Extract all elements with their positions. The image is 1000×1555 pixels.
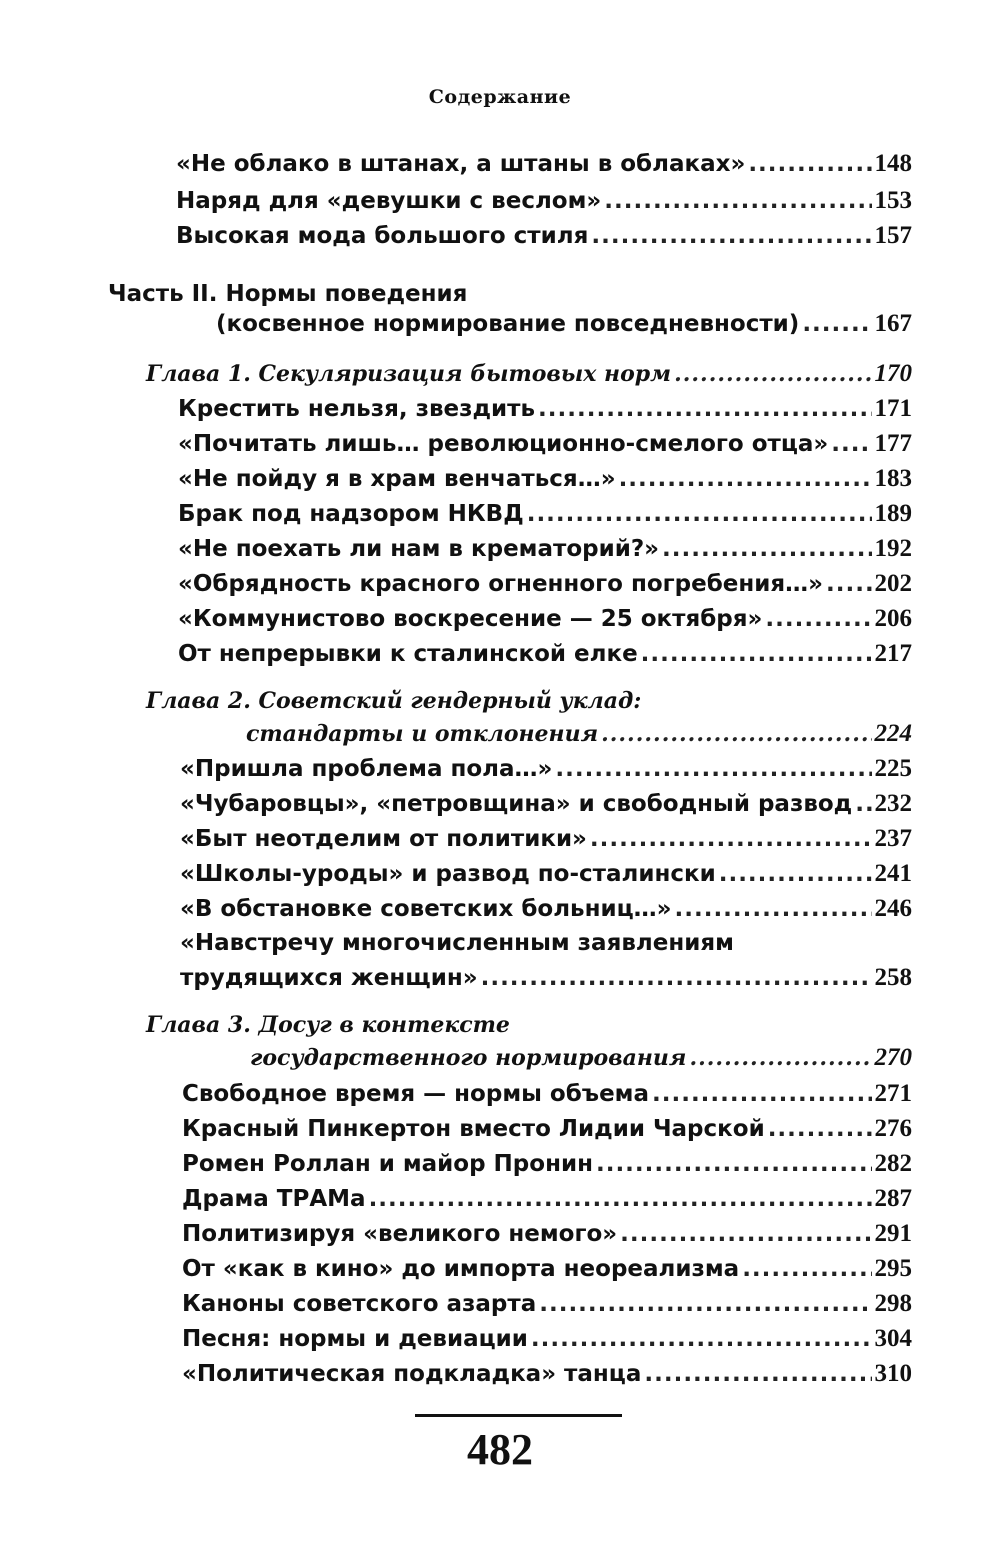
entry-title: стандарты и отклонения: [246, 721, 599, 747]
toc-entry[interactable]: [182, 1150, 912, 1184]
entry-page: 171: [874, 395, 912, 422]
toc-entry[interactable]: [178, 395, 912, 429]
leader-dots: [652, 1081, 872, 1107]
entry-page: 270: [874, 1044, 912, 1071]
toc-entry[interactable]: [176, 150, 912, 184]
leader-dots: [662, 536, 871, 562]
toc-entry[interactable]: [178, 640, 912, 674]
toc-entry[interactable]: [180, 755, 912, 789]
leader-dots: [591, 223, 871, 249]
entry-page: 153: [874, 187, 912, 214]
entry-title: Каноны советского азарта: [182, 1291, 537, 1317]
toc-entry[interactable]: [180, 895, 912, 929]
entry-title: государственного нормирования: [250, 1045, 687, 1071]
entry-title: «Не пойду я в храм венчаться…»: [178, 466, 616, 492]
page-number: 482: [467, 1425, 533, 1474]
toc-entry[interactable]: [182, 1325, 912, 1359]
toc-entry[interactable]: [216, 310, 912, 344]
entry-page: 237: [874, 825, 912, 852]
entry-page: 183: [874, 465, 912, 492]
entry-page: 304: [874, 1325, 912, 1352]
entry-page: 241: [874, 860, 912, 887]
entry-title: «Политическая подкладка» танца: [182, 1361, 642, 1387]
leader-dots: [590, 826, 872, 852]
entry-title: «Почитать лишь… революционно-смелого отца»: [178, 431, 829, 457]
chapter-heading: Глава 3. Досуг в контексте: [146, 1012, 510, 1038]
leader-dots: [596, 1151, 872, 1177]
entry-page: 232: [874, 790, 912, 817]
entry-title: «В обстановке советских больниц…»: [180, 896, 672, 922]
leader-dots: [689, 1045, 871, 1071]
toc-entry[interactable]: [176, 222, 912, 256]
entry-page: 202: [874, 570, 912, 597]
toc-entry[interactable]: [180, 964, 912, 998]
entry-page: 192: [874, 535, 912, 562]
entry-title: От непрерывки к сталинской елке: [178, 641, 638, 667]
running-header: Содержание: [428, 86, 572, 108]
leader-dots: [674, 361, 871, 387]
toc-entry-line: «Навстречу многочисленным заявлениям: [180, 930, 734, 956]
entry-title: Глава 1. Секуляризация бытовых норм: [146, 361, 672, 387]
entry-title: Свободное время — нормы объема: [182, 1081, 649, 1107]
leader-dots: [531, 1326, 872, 1352]
entry-page: 246: [874, 895, 912, 922]
chapter-entry[interactable]: [146, 360, 912, 394]
entry-title: От «как в кино» до импорта неореализма: [182, 1256, 740, 1282]
leader-dots: [768, 1116, 872, 1142]
entry-title: Красный Пинкертон вместо Лидии Чарской: [182, 1116, 765, 1142]
entry-title: трудящихся женщин»: [180, 965, 478, 991]
toc-entry[interactable]: [182, 1115, 912, 1149]
entry-title: «Коммунистово воскресение — 25 октября»: [178, 606, 763, 632]
entry-title: Политизируя «великого немого»: [182, 1221, 618, 1247]
toc-entry[interactable]: [182, 1080, 912, 1114]
leader-dots: [604, 188, 871, 214]
entry-page: 298: [874, 1290, 912, 1317]
toc-entry[interactable]: [178, 605, 912, 639]
toc-entry[interactable]: [180, 790, 912, 824]
leader-dots: [481, 965, 872, 991]
part-heading: Часть II. Нормы поведения: [108, 281, 468, 307]
entry-page: 225: [874, 755, 912, 782]
entry-title: «Школы-уроды» и развод по-сталински: [180, 861, 716, 887]
entry-page: 295: [874, 1255, 912, 1282]
toc-entry[interactable]: [180, 825, 912, 859]
chapter-entry[interactable]: [250, 1044, 912, 1078]
entry-title: «Быт неотделим от политики»: [180, 826, 587, 852]
toc-entry[interactable]: [178, 500, 912, 534]
entry-page: 167: [874, 310, 912, 337]
entry-page: 177: [874, 430, 912, 457]
entry-page: 291: [874, 1220, 912, 1247]
leader-dots: [719, 861, 872, 887]
footer-rule: [415, 1414, 622, 1417]
toc-entry[interactable]: [178, 535, 912, 569]
chapter-heading: Глава 2. Советский гендерный уклад:: [146, 688, 642, 714]
toc-entry[interactable]: [176, 187, 912, 221]
entry-title: «Пришла проблема пола…»: [180, 756, 553, 782]
leader-dots: [675, 896, 872, 922]
entry-page: 276: [874, 1115, 912, 1142]
toc-entry[interactable]: [182, 1360, 912, 1394]
toc-entry[interactable]: [182, 1255, 912, 1289]
entry-title: Крестить нельзя, звездить: [178, 396, 536, 422]
leader-dots: [748, 151, 871, 177]
toc-entry[interactable]: [182, 1290, 912, 1324]
leader-dots: [802, 311, 871, 337]
toc-entry[interactable]: [178, 430, 912, 464]
toc-entry[interactable]: [180, 860, 912, 894]
entry-page: 157: [874, 222, 912, 249]
entry-title: Драма ТРАМа: [182, 1186, 366, 1212]
entry-page: 224: [874, 720, 912, 747]
toc-entry[interactable]: [182, 1220, 912, 1254]
entry-title: Брак под надзором НКВД: [178, 501, 524, 527]
entry-title: «Чубаровцы», «петровщина» и свободный развод: [180, 791, 853, 817]
entry-page: 271: [874, 1080, 912, 1107]
leader-dots: [369, 1186, 872, 1212]
entry-title: Ромен Роллан и майор Пронин: [182, 1151, 593, 1177]
leader-dots: [620, 1221, 871, 1247]
entry-page: 310: [874, 1360, 912, 1387]
entry-title: «Не поехать ли нам в крематорий?»: [178, 536, 660, 562]
entry-page: 170: [874, 360, 912, 387]
leader-dots: [527, 501, 872, 527]
entry-title: Песня: нормы и девиации: [182, 1326, 528, 1352]
leader-dots: [826, 571, 871, 597]
entry-title: Высокая мода большого стиля: [176, 223, 589, 249]
entry-page: 217: [874, 640, 912, 667]
entry-page: 258: [874, 964, 912, 991]
entry-page: 148: [874, 150, 912, 177]
toc-entry[interactable]: [178, 570, 912, 604]
leader-dots: [619, 466, 872, 492]
entry-title: «Обрядность красного огненного погребения…»: [178, 571, 824, 597]
entry-page: 189: [874, 500, 912, 527]
leader-dots: [641, 641, 872, 667]
entry-page: 282: [874, 1150, 912, 1177]
leader-dots: [742, 1256, 871, 1282]
entry-title: Наряд для «девушки с веслом»: [176, 188, 602, 214]
entry-page: 287: [874, 1185, 912, 1212]
entry-title: (косвенное нормирование повседневности): [216, 311, 800, 337]
entry-page: 206: [874, 605, 912, 632]
entry-title: «Не облако в штанах, а штаны в облаках»: [176, 151, 746, 177]
leader-dots: [765, 606, 871, 632]
leader-dots: [601, 721, 871, 747]
chapter-entry[interactable]: [246, 720, 912, 754]
toc-entry[interactable]: [182, 1185, 912, 1219]
leader-dots: [555, 756, 871, 782]
leader-dots: [831, 431, 871, 457]
leader-dots: [855, 791, 871, 817]
leader-dots: [538, 396, 871, 422]
leader-dots: [539, 1291, 871, 1317]
leader-dots: [644, 1361, 871, 1387]
toc-entry[interactable]: [178, 465, 912, 499]
